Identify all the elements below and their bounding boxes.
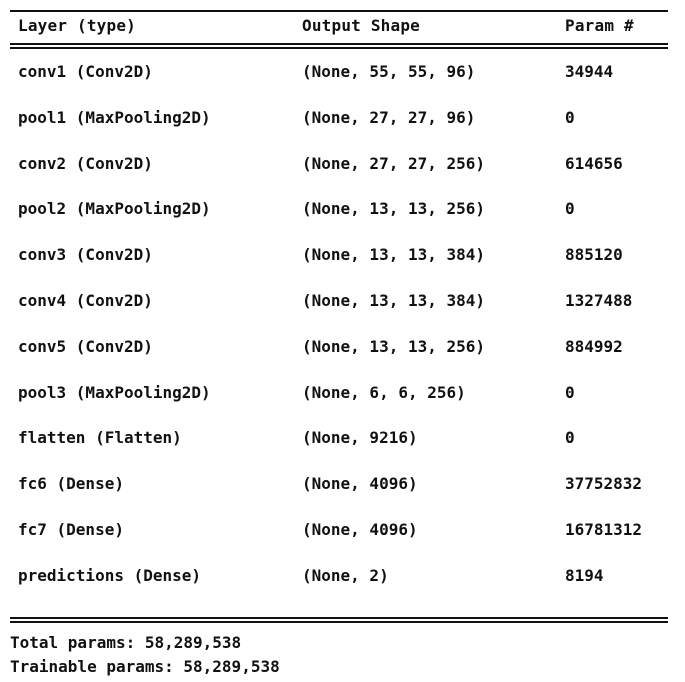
layer-param-count: 0 [565, 428, 575, 448]
layer-name: conv2 (Conv2D) [18, 153, 153, 173]
layer-name: pool2 (MaxPooling2D) [18, 199, 211, 219]
layer-row [0, 520, 685, 566]
layer-row [0, 337, 685, 383]
layer-output-shape: (None, 27, 27, 256) [302, 153, 486, 173]
layer-name: flatten (Flatten) [18, 428, 182, 448]
layer-row [0, 291, 685, 337]
layer-output-shape: (None, 55, 55, 96) [302, 62, 476, 81]
layer-param-count: 885120 [565, 245, 623, 265]
layer-output-shape: (None, 4096) [302, 519, 418, 539]
layer-row [0, 154, 685, 200]
header-layer: Layer (type) [18, 16, 136, 35]
summary-header [0, 16, 685, 38]
layer-row [0, 383, 685, 429]
footer-double-divider [10, 617, 668, 623]
top-divider [10, 10, 668, 12]
layer-param-count: 614656 [565, 153, 623, 173]
layer-param-count: 0 [565, 199, 575, 219]
layer-param-count: 0 [565, 382, 575, 402]
layer-param-count: 8194 [565, 565, 604, 585]
layer-row [0, 245, 685, 291]
layer-rows [0, 62, 685, 612]
layer-output-shape: (None, 9216) [302, 428, 418, 448]
layer-output-shape: (None, 2) [302, 565, 389, 585]
layer-param-count: 1327488 [565, 290, 633, 310]
layer-row [0, 108, 685, 154]
layer-name: conv3 (Conv2D) [18, 245, 153, 265]
layer-name: fc7 (Dense) [18, 519, 124, 539]
header-double-divider [10, 43, 668, 49]
layer-output-shape: (None, 4096) [302, 474, 418, 494]
layer-output-shape: (None, 13, 13, 384) [302, 290, 486, 310]
layer-name: conv4 (Conv2D) [18, 290, 153, 310]
layer-output-shape: (None, 13, 13, 384) [302, 245, 486, 265]
layer-row [0, 199, 685, 245]
layer-output-shape: (None, 6, 6, 256) [302, 382, 466, 402]
layer-name: conv5 (Conv2D) [18, 336, 153, 356]
layer-row [0, 474, 685, 520]
header-param-count: Param # [565, 16, 634, 35]
param-totals [10, 631, 280, 679]
layer-param-count: 0 [565, 107, 575, 127]
layer-name: pool3 (MaxPooling2D) [18, 382, 211, 402]
layer-name: fc6 (Dense) [18, 474, 124, 494]
trainable-params: Trainable params: 58,289,538 [10, 657, 280, 676]
layer-param-count: 34944 [565, 62, 614, 81]
layer-output-shape: (None, 27, 27, 96) [302, 107, 476, 127]
layer-name: predictions (Dense) [18, 565, 202, 585]
layer-name: pool1 (MaxPooling2D) [18, 107, 211, 127]
layer-param-count: 37752832 [565, 474, 643, 494]
layer-row [0, 62, 685, 108]
layer-param-count: 16781312 [565, 519, 643, 539]
header-output-shape: Output Shape [302, 16, 420, 35]
layer-row [0, 428, 685, 474]
layer-name: conv1 (Conv2D) [18, 62, 153, 81]
layer-output-shape: (None, 13, 13, 256) [302, 199, 486, 219]
layer-output-shape: (None, 13, 13, 256) [302, 336, 486, 356]
layer-param-count: 884992 [565, 336, 623, 356]
total-params: Total params: 58,289,538 [10, 633, 242, 652]
layer-row [0, 566, 685, 612]
